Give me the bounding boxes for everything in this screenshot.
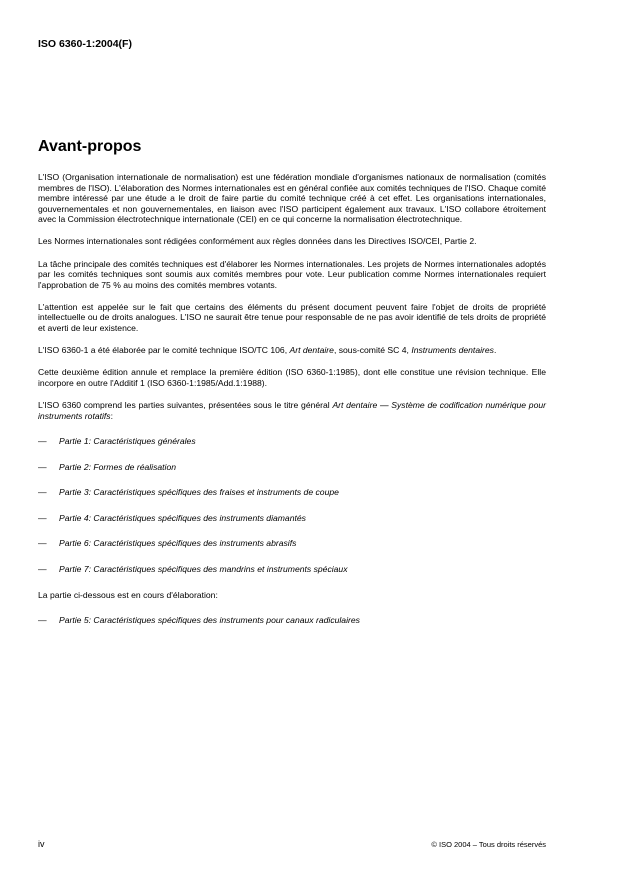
colon: : [110, 410, 113, 421]
subcommittee-text: , sous-comité SC 4, [333, 345, 412, 356]
list-item [38, 487, 546, 498]
list-dash: — [38, 461, 47, 472]
part-title: Partie 5: Caractéristiques spécifiques des instruments pour canaux radiculaires [59, 615, 360, 626]
part-title: Partie 1: Caractéristiques générales [59, 436, 196, 447]
list-item [38, 513, 546, 524]
list-dash: — [38, 564, 47, 575]
paragraph-technical-committees: La tâche principale des comités techniques est d'élaborer les Normes internationales. Les projets de Normes internationales adoptés par les comités techniques sont soumis aux comités membres pour vote. Leur publication comme Normes internationales requiert l'approbation de 75 % au moins des comités membres votants. [38, 258, 546, 290]
paragraph-in-progress: La partie ci-dessous est en cours d'élaboration: [38, 589, 218, 600]
list-dash: — [38, 615, 47, 626]
committee-title: Art dentaire [289, 345, 334, 356]
list-item [38, 564, 546, 575]
general-title: Art dentaire — Système de codification numérique pour instruments rotatifs [38, 399, 546, 421]
list-item [38, 615, 546, 626]
document-id: ISO 6360-1:2004(F) [38, 38, 132, 50]
list-item [38, 462, 546, 473]
subcommittee-title: Instruments dentaires [411, 345, 494, 356]
part-title: Partie 3: Caractéristiques spécifiques des fraises et instruments de coupe [59, 487, 339, 498]
copyright-notice: © ISO 2004 – Tous droits réservés [431, 840, 546, 849]
period: . [493, 345, 497, 356]
part-title: Partie 6: Caractéristiques spécifiques des instruments abrasifs [59, 538, 297, 549]
list-dash: — [38, 538, 47, 549]
part-title: Partie 7: Caractéristiques spécifiques des mandrins et instruments spéciaux [59, 564, 348, 575]
list-dash: — [38, 487, 47, 498]
paragraph-directives: Les Normes internationales sont rédigées conformément aux règles données dans les Directives ISO/CEI, Partie 2. [38, 236, 477, 247]
prepared-by-text: L'ISO 6360-1 a été élaborée par le comité technique ISO/TC 106, [38, 345, 290, 356]
page-number: iv [38, 839, 45, 849]
part-title: Partie 4: Caractéristiques spécifiques des instruments diamantés [59, 512, 306, 523]
paragraph-parts-intro [38, 400, 546, 421]
paragraph-prepared-by [38, 345, 546, 356]
parts-intro-text: L'ISO 6360 comprend les parties suivantes, présentées sous le titre général [38, 399, 333, 410]
page-title: Avant-propos [38, 138, 142, 155]
paragraph-patent-rights: L'attention est appelée sur le fait que certains des éléments du présent document peuvent faire l'objet de droits de propriété intellectuelle ou de droits analogues. L'ISO ne saurait être tenue pour responsable de ne pas avoir identifié de tels droits de propriété et averti de leur existence. [38, 301, 546, 334]
foreword-body [38, 172, 546, 641]
paragraph-iso-intro: L'ISO (Organisation internationale de normalisation) est une fédération mondiale d'organismes nationaux de normalisation (comités membres de l'ISO). L'élaboration des Normes internationales est en général confiée aux comités techniques de l'ISO. Chaque comité membre intéressé par une étude a le droit de faire partie du comité technique créé à cet effet. Les organisations internationales, gouvernementales et non gouvernementales, en liaison avec l'ISO participent également aux travaux. L'ISO collabore étroitement avec la Commission électrotechnique internationale (CEI) en ce qui concerne la normalisation électrotechnique. [38, 172, 546, 225]
list-dash: — [38, 512, 47, 523]
list-dash: — [38, 436, 47, 447]
list-item [38, 538, 546, 549]
list-item [38, 436, 546, 447]
paragraph-edition: Cette deuxième édition annule et remplace la première édition (ISO 6360-1:1985), dont elle constitue une révision technique. Elle incorpore en outre l'Additif 1 (ISO 6360-1:1985/Add.1:1988). [38, 367, 546, 388]
part-title: Partie 2: Formes de réalisation [59, 461, 177, 472]
